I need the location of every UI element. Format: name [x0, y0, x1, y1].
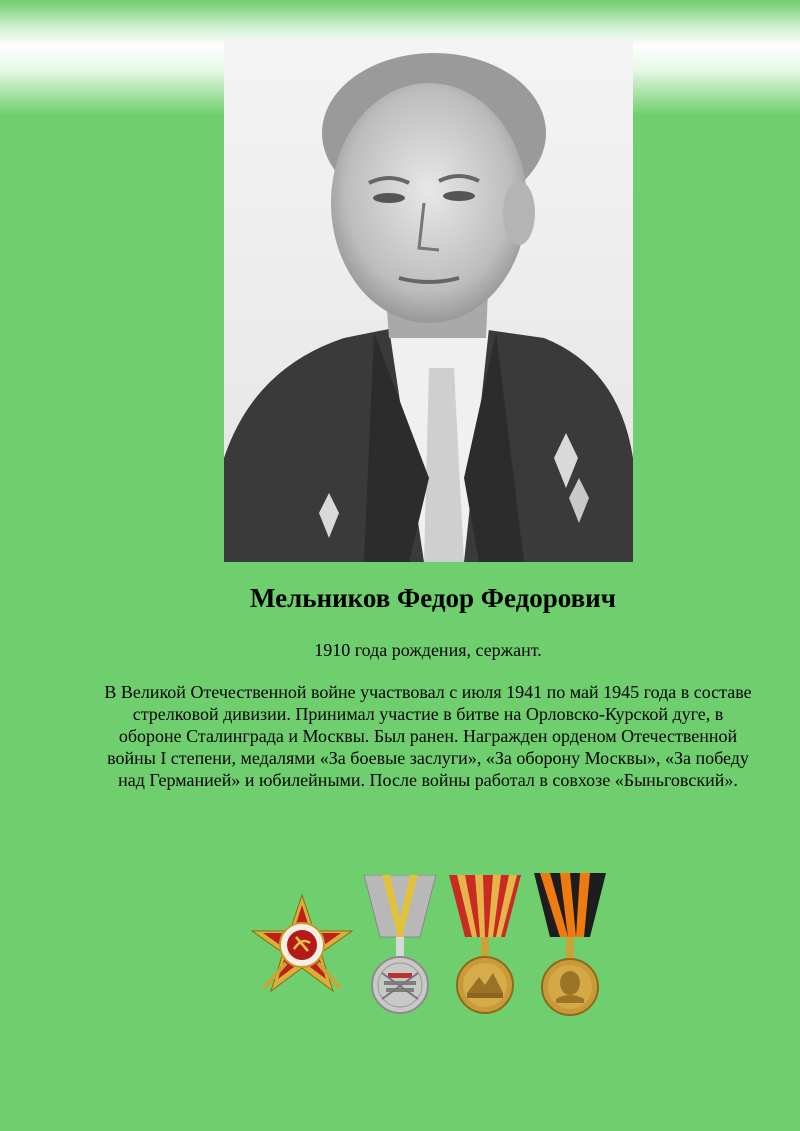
portrait-photo: [224, 38, 633, 562]
medal-combat-merit-icon: [360, 875, 440, 1020]
birth-rank-line: 1910 года рождения, сержант.: [314, 640, 542, 660]
person-name: Мельников Федор Федорович: [250, 583, 616, 613]
biography-text: В Великой Отечественной войне участвовал с июля 1941 по май 1945 года в составе стрелковой дивизии. Принимал участие в битве на Орловско-Курской дуге, в обороне Сталинграда и Москвы. Был ранен. Награжден орденом Отечественной войны I степени, медалями «За боевые заслуги», «За оборону Москвы», «За победу над Германией» и юбилейными. После войны работал в совхозе «Быньговский».: [104, 682, 752, 790]
medal-defense-moscow-icon: [445, 875, 525, 1020]
medal-victory-germany-icon: [530, 873, 610, 1024]
order-patriotic-war-icon: [246, 893, 358, 1006]
